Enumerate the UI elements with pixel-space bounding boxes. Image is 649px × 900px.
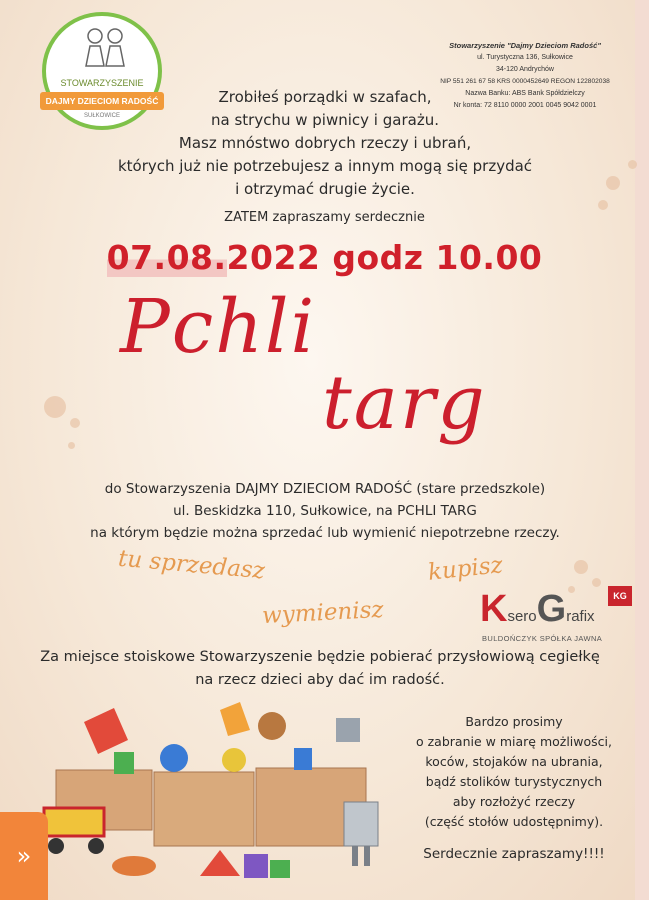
sponsor-g: G [536,588,567,630]
org-bank: Nazwa Banku: ABS Bank Spółdzielczy [465,90,585,97]
sponsor-badge: KG [608,586,632,606]
org-city: 34-120 Andrychów [496,66,554,73]
venue-line: na którym będzie można sprzedać lub wymienić niepotrzebne rzeczy. [90,525,560,541]
title-word-1: Pchli [120,284,317,370]
closing-text: Serdecznie zapraszamy!!!! [423,846,605,862]
invitation-line: ZATEM zapraszamy serdecznie [224,210,425,225]
script-sell: tu sprzedasz [117,545,266,585]
venue-line: ul. Beskidzka 110, Sułkowice, na PCHLI TARG [173,503,477,519]
double-chevron-right-icon: » [16,842,32,870]
toy-horse [112,856,156,876]
org-name: Stowarzyszenie "Dajmy Dzieciom Radość" [449,41,601,50]
logo-top-text: STOWARZYSZENIE [60,78,144,88]
wheel-icon [48,838,64,854]
poster-edge [635,0,649,900]
toy-block [270,860,290,878]
org-account: Nr konta: 72 8110 0000 2001 0045 9042 0001 [453,102,597,109]
request-line: (część stołów udostępnimy). [424,814,604,829]
request-line: Bardzo prosimy [465,714,563,729]
request-line: bądź stolików turystycznych [425,774,603,789]
request-line: aby rozłożyć rzeczy [452,794,576,809]
intro-line: Zrobiłeś porządki w szafach, [218,88,432,106]
toy-block [294,748,312,770]
robot-icon [336,718,360,742]
event-day: 07.08. [106,238,227,277]
request-line: o zabranie w miarę możliwości, [416,734,612,749]
kite-icon [220,702,250,736]
title-word-2: targ [322,360,487,446]
decor-dot [574,560,588,574]
toy-box [154,772,254,846]
intro-line: których już nie potrzebujesz a innym mogą się przydać [117,157,533,175]
event-date [0,238,649,277]
decor-dot [70,418,80,428]
ball-icon [222,748,246,772]
venue-text [40,478,610,544]
stall-line: na rzecz dzieci aby dać im radość. [195,672,445,688]
intro-line: i otrzymać drugie życie. [235,180,415,198]
script-buy: kupisz [426,552,504,586]
sponsor-k: K [480,588,508,630]
robot-leg [364,846,370,866]
next-button[interactable] [0,812,48,900]
intro-line: na strychu w piwnicy i garażu. [211,111,439,129]
venue-line: do Stowarzyszenia DAJMY DZIECIOM RADOŚĆ (stare przedszkole) [104,481,546,497]
toy-block [114,752,134,774]
toy-block [200,850,240,876]
script-exchange: wymienisz [261,596,385,630]
decor-dot [68,442,75,449]
org-ids: NIP 551 261 67 58 KRS 0000452649 REGON 122802038 [440,78,610,85]
toy-wagon [44,808,104,836]
sponsor-sero: sero [507,608,537,625]
robot-icon [344,802,378,846]
wheel-icon [88,838,104,854]
decor-dot [598,200,608,210]
stall-fee-text [20,646,620,692]
sponsor-subtitle: BULDOŃCZYK SPÓŁKA JAWNA [482,634,603,643]
toy-block [244,854,268,878]
ball-icon [160,744,188,772]
kite-icon [84,708,128,754]
children-icon [80,26,130,70]
intro-line: Masz mnóstwo dobrych rzeczy i ubrań, [178,134,472,152]
logo-ribbon: DAJMY DZIECIOM RADOŚĆ [40,92,164,110]
request-line: koców, stojaków na ubrania, [425,754,603,769]
event-time: 2022 godz 10.00 [226,238,543,277]
intro-text [100,86,550,201]
logo-bottom-text: SUŁKOWICE [83,113,120,119]
decor-dot [592,578,601,587]
decor-dot [44,396,66,418]
decor-dot [628,160,637,169]
org-street: ul. Turystyczna 136, Sułkowice [477,54,573,61]
stall-line: Za miejsce stoiskowe Stowarzyszenie będzie pobierać przysłowiową cegiełkę [40,649,600,665]
decor-dot [606,176,620,190]
request-text [404,712,624,832]
teddy-bear-icon [258,712,286,740]
robot-leg [352,846,358,866]
sponsor-rafix: rafix [566,608,595,625]
toy-boxes-illustration [24,700,404,900]
sponsor-logo [480,588,620,650]
